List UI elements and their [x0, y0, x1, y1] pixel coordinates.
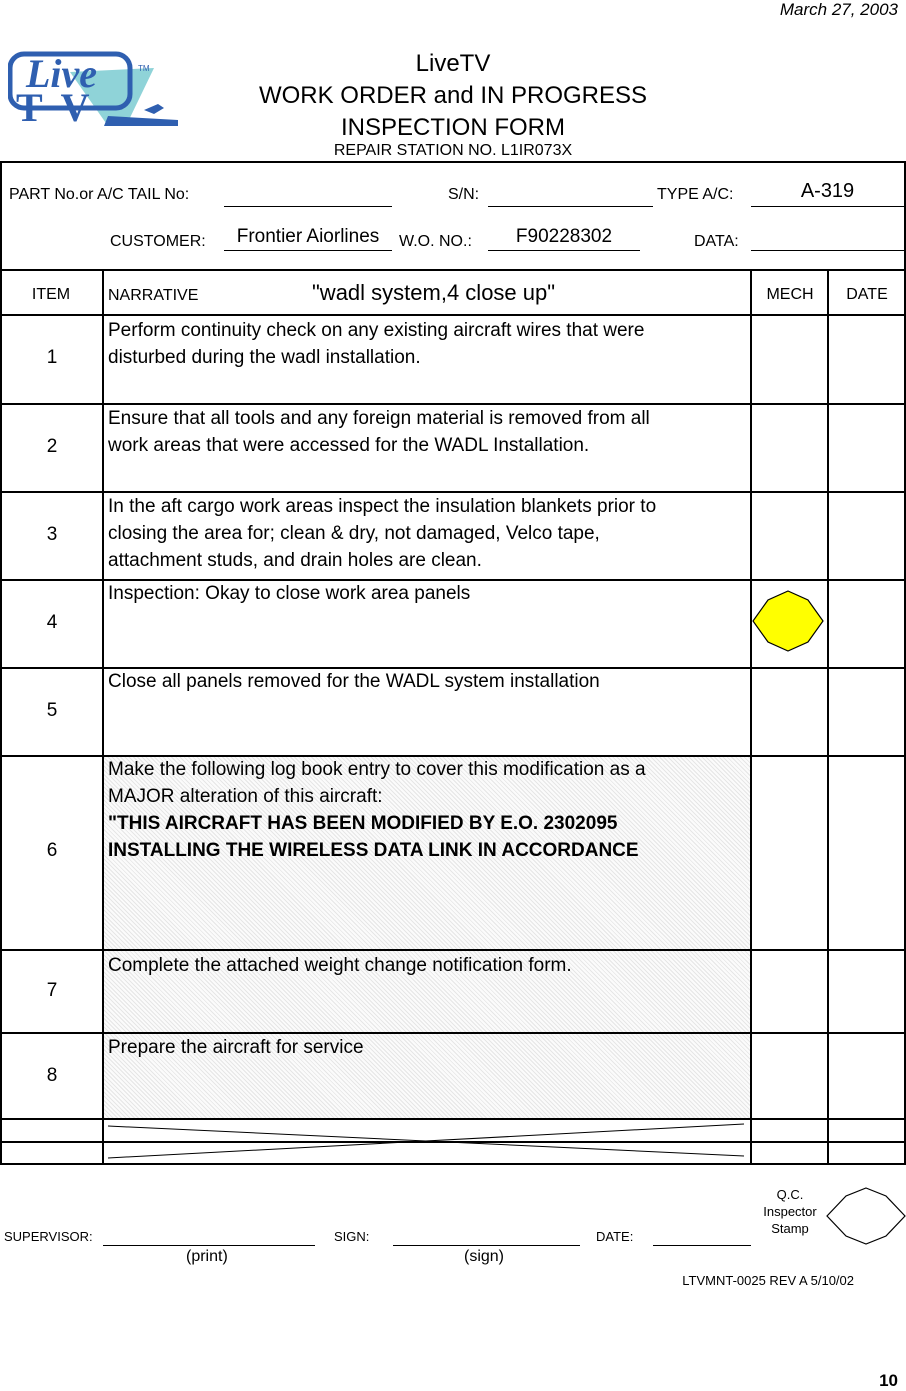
table-row-item-7: 7 [46, 980, 58, 1001]
column-header-narrative: NARRATIVE [108, 287, 199, 304]
repair-station-number: REPAIR STATION NO. L1IR073X [333, 142, 573, 159]
type-ac-value: A-319 [800, 180, 855, 202]
form-number: LTVMNT-0025 REV A 5/10/02 [682, 1273, 854, 1288]
qc-line: Stamp [771, 1221, 809, 1236]
table-row-narrative-8 [108, 1034, 364, 1061]
logo-tv-text: TV [16, 85, 108, 130]
narrative-line: Inspection: Okay to close work area panels [108, 583, 471, 604]
data-field[interactable] [751, 230, 904, 251]
inspection-stamp-icon [752, 590, 824, 652]
footer-date-field[interactable] [653, 1227, 751, 1246]
table-row-item-5: 5 [46, 700, 58, 721]
narrative-line: MAJOR alteration of this aircraft: [108, 786, 383, 807]
table-row-item-8: 8 [46, 1065, 58, 1086]
table-row-item-4: 4 [46, 612, 58, 633]
title-line-2: WORK ORDER and IN PROGRESS [258, 82, 648, 109]
table-row-narrative-4 [108, 580, 470, 607]
wo-number-label: W.O. NO.: [399, 233, 472, 250]
table-row-item-2: 2 [46, 436, 58, 457]
type-ac-field[interactable] [751, 180, 904, 207]
narrative-title: "wadl system,4 close up" [312, 280, 556, 305]
supervisor-print-field[interactable] [103, 1227, 315, 1246]
narrative-line: disturbed during the wadl installation. [108, 347, 421, 368]
signature-field[interactable] [393, 1227, 580, 1246]
qc-stamp-area-icon[interactable] [826, 1187, 906, 1245]
type-ac-label: TYPE A/C: [657, 186, 734, 203]
table-row-narrative-5 [108, 668, 600, 695]
table-row-item-6: 6 [46, 840, 58, 861]
wo-number-field[interactable] [488, 226, 640, 251]
narrative-line: Make the following log book entry to cover this modification as a [108, 759, 646, 780]
narrative-line: attachment studs, and drain holes are clean. [108, 550, 482, 571]
sign-caption: (sign) [464, 1248, 505, 1265]
narrative-line: Perform continuity check on any existing aircraft wires that were [108, 320, 645, 341]
narrative-line: work areas that were accessed for the WADL Installation. [108, 435, 590, 456]
sign-label: SIGN: [334, 1229, 370, 1244]
part-number-label: PART No.or A/C TAIL No: [9, 186, 190, 203]
narrative-line: Prepare the aircraft for service [108, 1037, 364, 1058]
page-number: 10 [879, 1371, 898, 1390]
title-line-3: INSPECTION FORM [340, 114, 565, 141]
narrative-line: Ensure that all tools and any foreign material is removed from all [108, 408, 650, 429]
table-row-narrative-6 [108, 756, 646, 864]
narrative-line: Close all panels removed for the WADL system installation [108, 671, 600, 692]
document-date: March 27, 2003 [779, 0, 898, 19]
logo-trademark: TM [138, 64, 150, 73]
narrative-bold-line: INSTALLING THE WIRELESS DATA LINK IN ACCORDANCE [108, 840, 639, 861]
column-header-item: ITEM [31, 286, 71, 303]
column-header-date: DATE [846, 286, 888, 303]
footer-date-label: DATE: [596, 1229, 634, 1244]
narrative-bold-line: "THIS AIRCRAFT HAS BEEN MODIFIED BY E.O. 2302095 [108, 813, 618, 834]
data-label: DATA: [694, 233, 739, 250]
column-header-mech: MECH [766, 286, 814, 303]
narrative-line: In the aft cargo work areas inspect the insulation blankets prior to [108, 496, 657, 517]
qc-line: Q.C. [776, 1187, 804, 1202]
table-row-narrative-7 [108, 952, 572, 979]
table-row-narrative-2 [108, 405, 650, 459]
table-row-narrative-3 [108, 493, 656, 574]
table-row-item-1: 1 [46, 347, 58, 368]
supervisor-label: SUPERVISOR: [4, 1229, 93, 1244]
void-cross-lines [104, 1120, 750, 1163]
table-row-item-3: 3 [46, 524, 58, 545]
sn-field[interactable] [488, 186, 653, 207]
sn-label: S/N: [448, 186, 480, 203]
customer-field[interactable] [224, 226, 392, 251]
part-number-field[interactable] [224, 186, 392, 207]
table-row-narrative-1 [108, 317, 644, 371]
print-caption: (print) [186, 1248, 228, 1265]
customer-label: CUSTOMER: [110, 233, 206, 250]
logo-live-text: Live [26, 51, 98, 96]
customer-value: Frontier Aiorlines [236, 226, 380, 247]
narrative-line: closing the area for; clean & dry, not damaged, Velco tape, [108, 523, 600, 544]
qc-line: Inspector [763, 1204, 817, 1219]
wo-number-value: F90228302 [515, 226, 613, 247]
qc-inspector-stamp-label [752, 1186, 828, 1237]
narrative-line: Complete the attached weight change notification form. [108, 955, 572, 976]
title-line-1: LiveTV [415, 50, 491, 77]
